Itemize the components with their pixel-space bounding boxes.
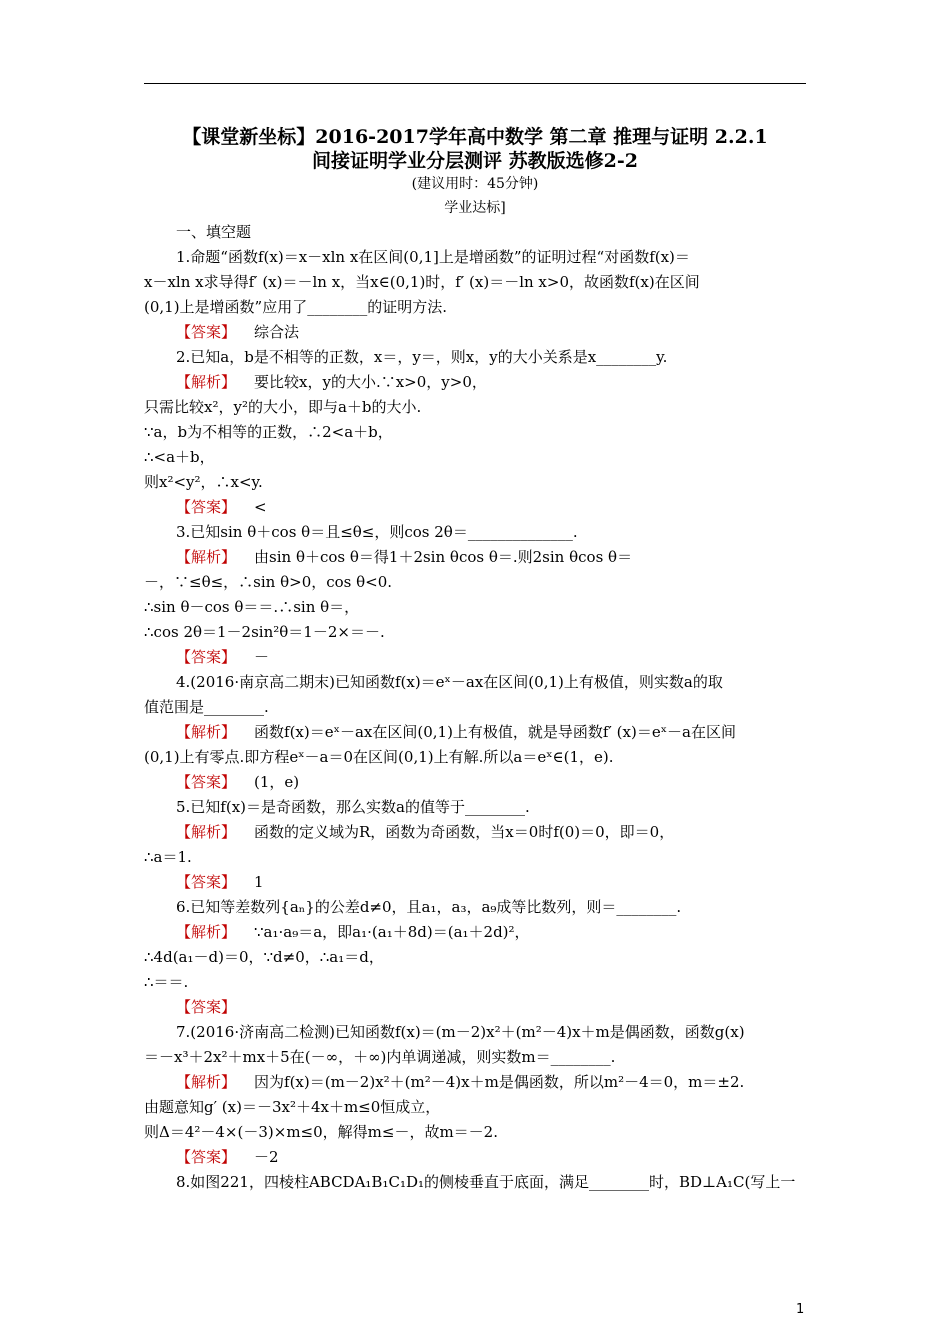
analysis-3-line-4: ∴cos 2θ＝1－2sin²θ＝1－2×＝－. — [144, 623, 385, 641]
analysis-label: 【解析】 — [176, 823, 237, 841]
answer-6 — [144, 995, 806, 1020]
doc-title-line-2: 间接证明学业分层测评 苏教版选修2-2 — [312, 150, 638, 172]
analysis-6-line-2: ∴4d(a₁－d)＝0，∵d≠0，∴a₁＝d， — [144, 948, 384, 966]
analysis-4 — [144, 720, 806, 745]
question-5-line-1: 5.已知f(x)＝是奇函数，那么实数a的值等于________. — [176, 798, 530, 816]
analysis-5-line-2: ∴a＝1. — [144, 848, 192, 866]
doc-title-line-1: 【课堂新坐标】2016-2017学年高中数学 第二章 推理与证明 2.2.1 — [182, 126, 768, 148]
analysis-4-line-2: (0,1)上有零点.即方程eˣ－a＝0在区间(0,1)上有解.所以a＝eˣ∈(1，e). — [144, 748, 614, 766]
question-4-line-1: 4.(2016·南京高二期末)已知函数f(x)＝eˣ－ax在区间(0,1)上有极值，则实数a的取 — [176, 673, 723, 691]
question-7-line-2: ＝－x³＋2x²＋mx＋5在(－∞，＋∞)内单调递减，则实数m＝________. — [144, 1048, 616, 1066]
answer-4 — [144, 770, 806, 795]
answer-1 — [144, 320, 806, 345]
analysis-text: 因为f(x)＝(m－2)x²＋(m²－4)x＋m是偶函数，所以m²－4＝0，m＝±2. — [254, 1073, 745, 1091]
answer-text: －2 — [254, 1148, 279, 1166]
question-6-line-1: 6.已知等差数列{aₙ}的公差d≠0，且a₁，a₃，a₉成等比数列，则＝________. — [176, 898, 682, 916]
analysis-7-line-2: 由题意知g′ (x)＝－3x²＋4x＋m≤0恒成立， — [144, 1098, 441, 1116]
answer-label: 【答案】 — [176, 648, 237, 666]
question-3-line-1: 3.已知sin θ＋cos θ＝且≤θ≤，则cos 2θ＝______________. — [176, 523, 578, 541]
answer-text: 综合法 — [254, 323, 300, 341]
analysis-3 — [144, 545, 806, 570]
answer-text: (1，e) — [254, 773, 300, 791]
answer-2 — [144, 495, 806, 520]
question-7-line-1: 7.(2016·济南高二检测)已知函数f(x)＝(m－2)x²＋(m²－4)x＋m是偶函数，函数g(x) — [176, 1023, 745, 1041]
answer-label: 【答案】 — [176, 498, 237, 516]
answer-3 — [144, 645, 806, 670]
analysis-7-line-3: 则Δ＝4²－4×(－3)×m≤0，解得m≤－，故m＝－2. — [144, 1123, 498, 1141]
analysis-2 — [144, 370, 806, 395]
answer-label: 【答案】 — [176, 873, 237, 891]
answer-text: 1 — [254, 873, 264, 891]
answer-label: 【答案】 — [176, 1148, 237, 1166]
analysis-text: 要比较x，y的大小.∵x>0，y>0， — [254, 373, 487, 391]
analysis-7 — [144, 1070, 806, 1095]
question-8-line-1: 8.如图221，四棱柱ABCDA₁B₁C₁D₁的侧棱垂直于底面，满足________时，BD⊥A₁C(写上一 — [176, 1173, 796, 1191]
analysis-text: 函数f(x)＝eˣ－ax在区间(0,1)上有极值，就是导函数f′ (x)＝eˣ－a在区间 — [254, 723, 736, 741]
analysis-3-line-2: －，∵≤θ≤，∴sin θ>0，cos θ<0. — [144, 573, 393, 591]
time-note: (建议用时：45分钟) — [411, 176, 539, 192]
question-1-line-1: 1.命题“函数f(x)＝x－xln x在区间(0,1]上是增函数”的证明过程“对函数f(x)＝ — [176, 248, 690, 266]
analysis-text: 由sin θ＋cos θ＝得1＋2sin θcos θ＝.则2sin θcos θ＝ — [254, 548, 633, 566]
analysis-5 — [144, 820, 806, 845]
analysis-label: 【解析】 — [176, 923, 237, 941]
question-4-line-2: 值范围是________. — [144, 698, 269, 716]
question-2-line-1: 2.已知a，b是不相等的正数，x＝，y＝，则x，y的大小关系是x________y. — [176, 348, 668, 366]
analysis-3-line-3: ∴sin θ－cos θ＝＝.∴sin θ＝， — [144, 598, 360, 616]
analysis-6 — [144, 920, 806, 945]
answer-5 — [144, 870, 806, 895]
answer-text: < — [254, 498, 267, 516]
analysis-text: 函数的定义域为R，函数为奇函数，当x＝0时f(0)＝0，即＝0， — [254, 823, 675, 841]
page-number: 1 — [796, 1302, 805, 1317]
analysis-label: 【解析】 — [176, 548, 237, 566]
analysis-2-line-2: 只需比较x²，y²的大小，即与a＋b的大小. — [144, 398, 422, 416]
analysis-2-line-3: ∵a，b为不相等的正数，∴2<a＋b， — [144, 423, 393, 441]
analysis-2-line-5: 则x²<y²，∴x<y. — [144, 473, 263, 491]
section-heading: 一、填空题 — [176, 223, 252, 241]
analysis-label: 【解析】 — [176, 1073, 237, 1091]
analysis-label: 【解析】 — [176, 373, 237, 391]
question-1-line-2: x－xln x求导得f′ (x)＝－ln x，当x∈(0,1)时，f′ (x)＝－ln x>0，故函数f(x)在区间 — [144, 273, 700, 291]
answer-7 — [144, 1145, 806, 1170]
question-1-line-3: (0,1)上是增函数”应用了________的证明方法. — [144, 298, 447, 316]
analysis-text: ∵a₁·a₉＝a，即a₁·(a₁＋8d)＝(a₁＋2d)²， — [254, 923, 530, 941]
answer-label: 【答案】 — [176, 998, 237, 1016]
section-tag: 学业达标] — [444, 200, 506, 216]
analysis-2-line-4: ∴<a＋b， — [144, 448, 215, 466]
answer-label: 【答案】 — [176, 773, 237, 791]
analysis-label: 【解析】 — [176, 723, 237, 741]
analysis-6-line-3: ∴＝＝. — [144, 973, 189, 991]
answer-label: 【答案】 — [176, 323, 237, 341]
header-rule — [144, 83, 806, 84]
answer-text: － — [254, 648, 270, 666]
